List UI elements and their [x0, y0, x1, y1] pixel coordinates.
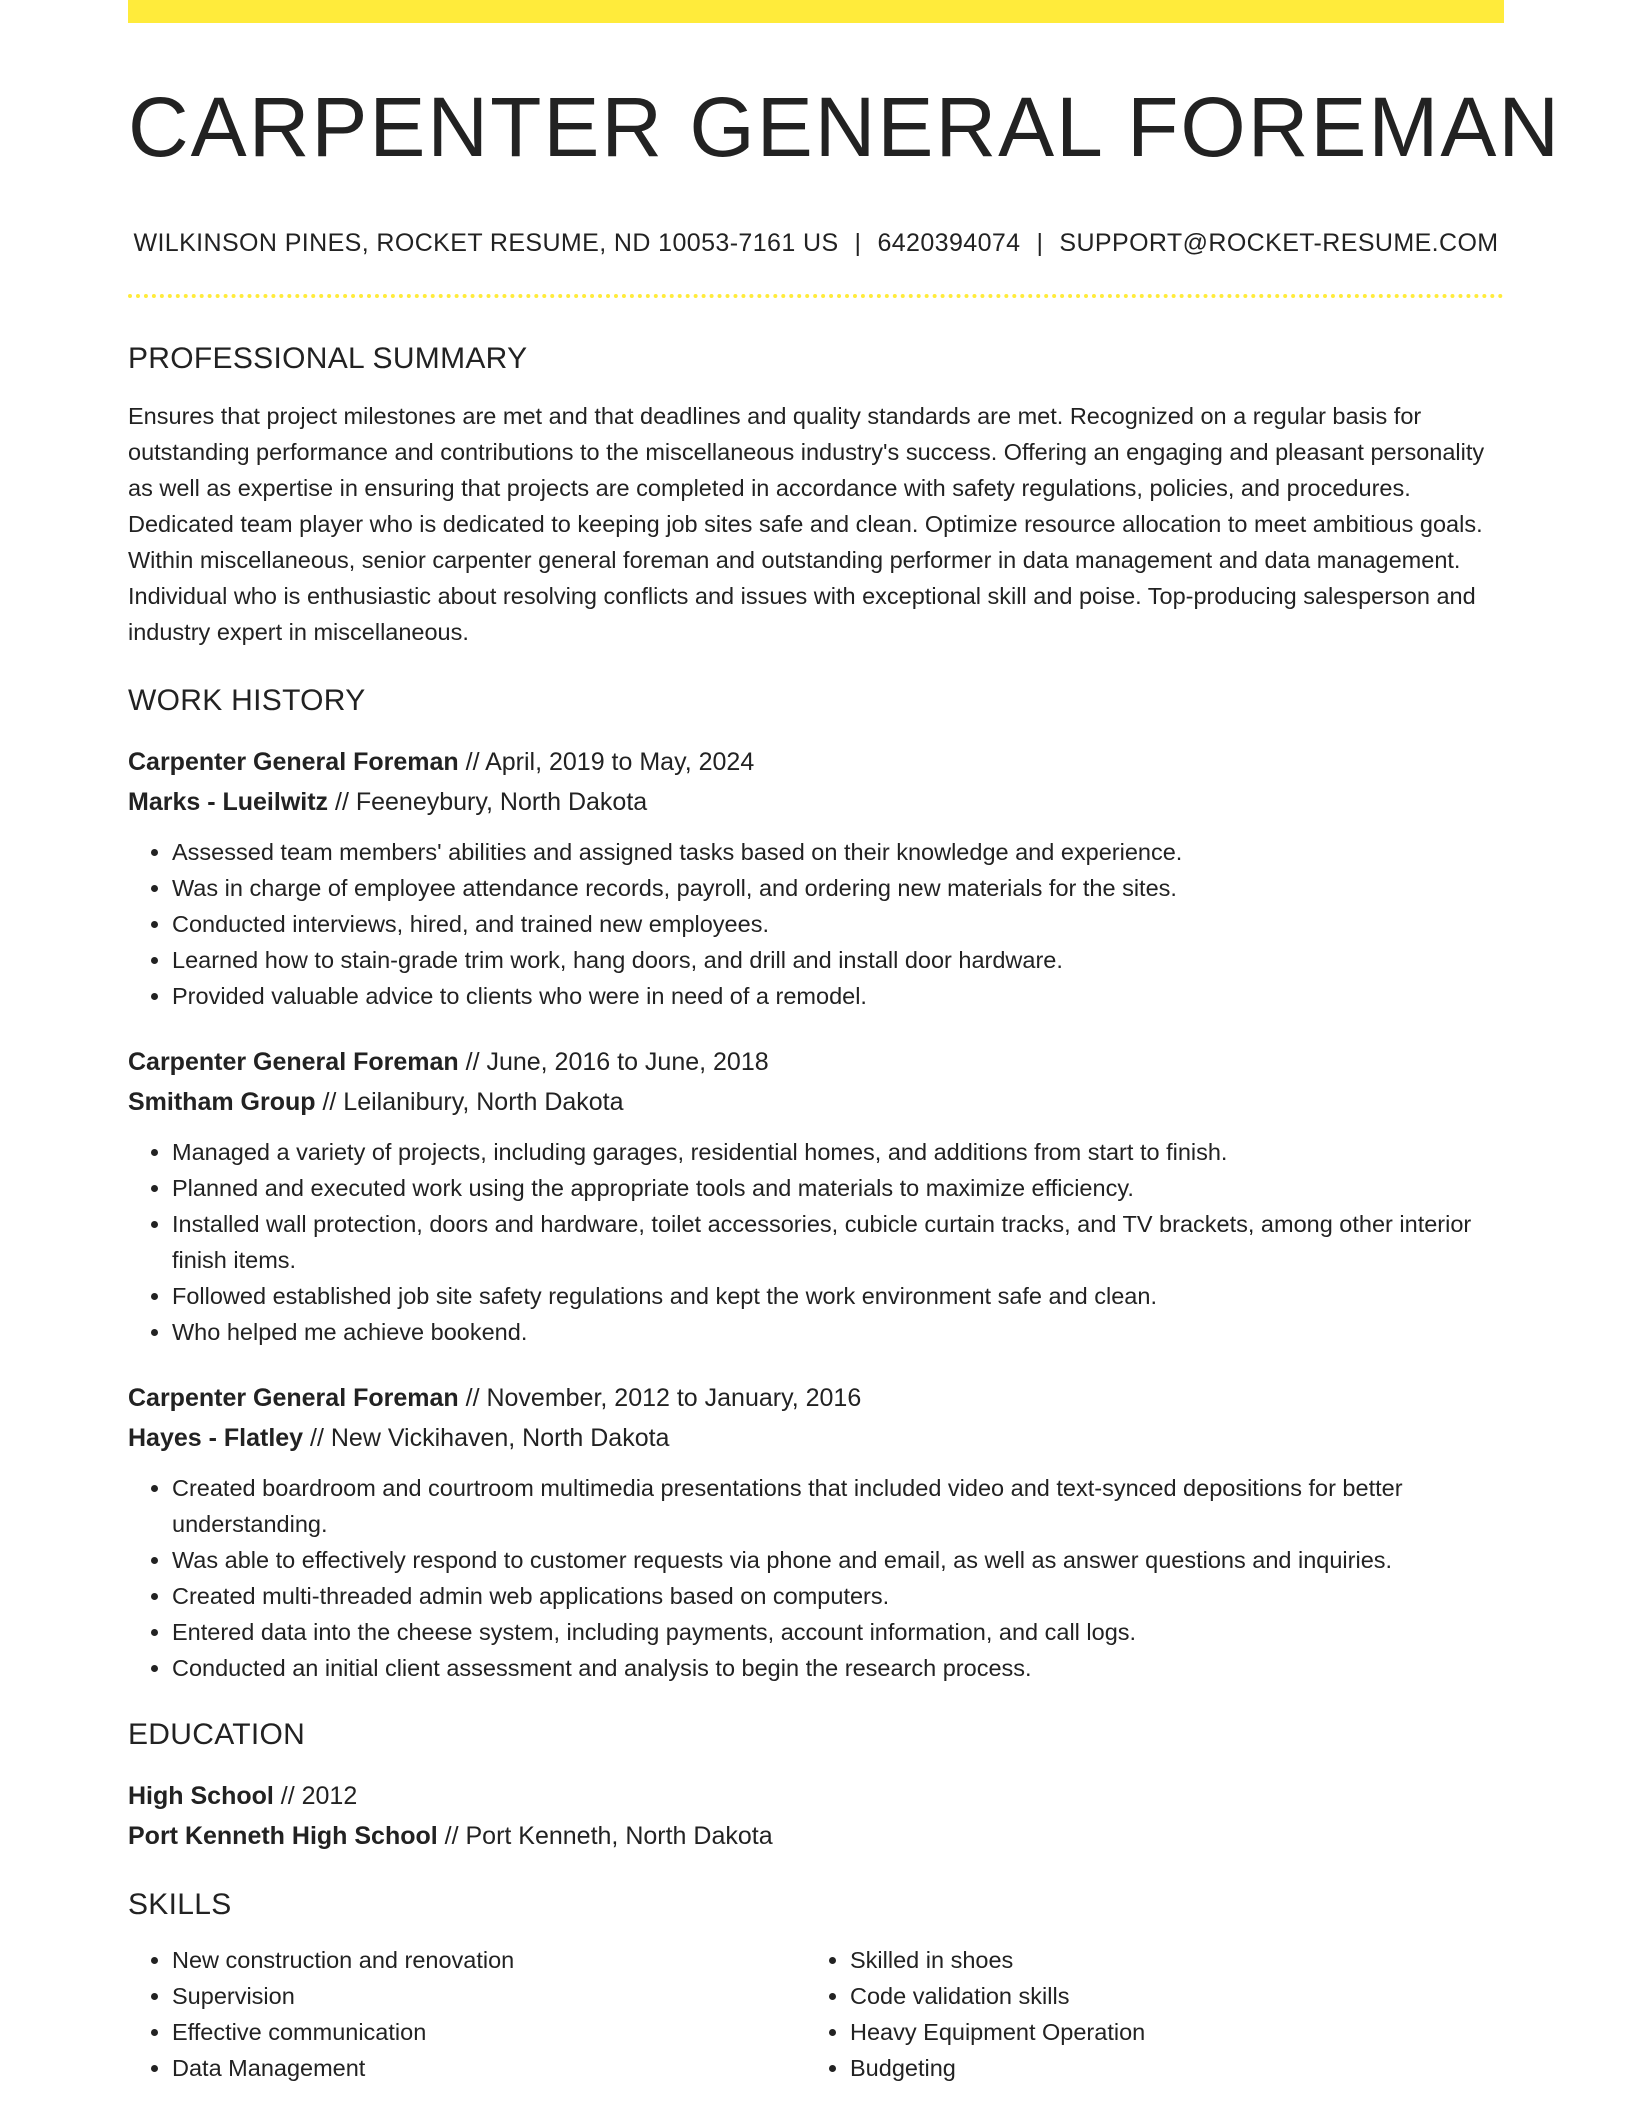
skills-list-right	[806, 1942, 1484, 2086]
summary-text: Ensures that project milestones are met and that deadlines and quality standards are met. Recognized on a regular basis for outstanding performance and contributions to the miscellaneous industry's success. Offering an engaging and pleasant personality as well as expertise in ensuring that projects are completed in accordance with safety regulations, policies, and procedures. Dedicated team player who is dedicated to keeping job sites safe and clean. Optimize resource allocation to meet ambitious goals. Within miscellaneous, senior carpenter general foreman and outstanding performer in data management and data management. Individual who is enthusiastic about resolving conflicts and issues with exceptional skill and poise. Top-producing salesperson and industry expert in miscellaneous.	[128, 403, 1485, 646]
job-bullet: • Planned and executed work using the appropriate tools and materials to maximize efficiency.	[172, 1170, 1504, 1206]
job-location: // Leilanibury, North Dakota	[315, 1088, 624, 1117]
education-school: Port Kenneth High School	[128, 1822, 438, 1851]
job-bullets	[128, 1134, 1504, 1350]
job-company: Smitham Group	[128, 1088, 316, 1117]
job-dates: // June, 2016 to June, 2018	[458, 1048, 769, 1077]
work-history-list	[128, 742, 1504, 1686]
job-bullet: • Provided valuable advice to clients who were in need of a remodel.	[172, 978, 1504, 1014]
job-company: Hayes - Flatley	[128, 1424, 304, 1453]
skill-item: • Code validation skills	[850, 1978, 1484, 2014]
education-entry	[128, 1776, 1504, 1856]
job-bullet: • Was able to effectively respond to customer requests via phone and email, as well as answer questions and inquiries.	[172, 1542, 1504, 1578]
job-title-line	[128, 742, 1504, 782]
job-bullets	[128, 1470, 1504, 1686]
skills-heading: SKILLS	[128, 1888, 232, 1922]
job-role: Carpenter General Foreman	[128, 748, 459, 777]
education-year: // 2012	[273, 1782, 358, 1811]
skill-item: • Skilled in shoes	[850, 1942, 1484, 1978]
job-location: // Feeneybury, North Dakota	[328, 788, 648, 817]
job-bullet: • Conducted an initial client assessment and analysis to begin the research process.	[172, 1650, 1504, 1686]
education-degree-line	[128, 1776, 1504, 1816]
job-dates: // November, 2012 to January, 2016	[458, 1384, 862, 1413]
contact-phone: 6420394074	[877, 229, 1021, 258]
skill-item: • New construction and renovation	[172, 1942, 806, 1978]
contact-line	[128, 229, 1504, 258]
resume-name: CARPENTER GENERAL FOREMAN	[128, 80, 1562, 174]
job-entry	[128, 1042, 1504, 1350]
job-role: Carpenter General Foreman	[128, 1048, 459, 1077]
job-location: // New Vickihaven, North Dakota	[303, 1424, 670, 1453]
job-company-line	[128, 1082, 1504, 1122]
job-bullet: • Who helped me achieve bookend.	[172, 1314, 1504, 1350]
job-title-line	[128, 1042, 1504, 1082]
contact-email[interactable]: SUPPORT@ROCKET-RESUME.COM	[1059, 229, 1499, 258]
job-bullet: • Learned how to stain-grade trim work, hang doors, and drill and install door hardware.	[172, 942, 1504, 978]
job-entry	[128, 742, 1504, 1014]
job-bullet: • Created boardroom and courtroom multimedia presentations that included video and text-synced depositions for better understanding.	[172, 1470, 1504, 1542]
job-entry	[128, 1378, 1504, 1686]
contact-separator: |	[854, 229, 862, 258]
skill-item: • Effective communication	[172, 2014, 806, 2050]
contact-separator: |	[1036, 229, 1044, 258]
skills-columns	[128, 1942, 1504, 2086]
summary-heading: PROFESSIONAL SUMMARY	[128, 342, 528, 376]
job-company-line	[128, 1418, 1504, 1458]
education-heading: EDUCATION	[128, 1718, 306, 1752]
dotted-divider	[128, 294, 1504, 298]
job-bullet: • Entered data into the cheese system, including payments, account information, and call logs.	[172, 1614, 1504, 1650]
job-bullet: • Assessed team members' abilities and assigned tasks based on their knowledge and experience.	[172, 834, 1504, 870]
top-accent-bar	[128, 0, 1504, 23]
job-dates: // April, 2019 to May, 2024	[458, 748, 755, 777]
job-bullets	[128, 834, 1504, 1014]
job-company-line	[128, 782, 1504, 822]
job-bullet: • Created multi-threaded admin web applications based on computers.	[172, 1578, 1504, 1614]
skill-item: • Heavy Equipment Operation	[850, 2014, 1484, 2050]
job-company: Marks - Lueilwitz	[128, 788, 329, 817]
job-title-line	[128, 1378, 1504, 1418]
job-bullet: • Was in charge of employee attendance records, payroll, and ordering new materials for the sites.	[172, 870, 1504, 906]
job-bullet: • Managed a variety of projects, including garages, residential homes, and additions from start to finish.	[172, 1134, 1504, 1170]
contact-address: WILKINSON PINES, ROCKET RESUME, ND 10053-7161 US	[133, 229, 839, 258]
skill-item: • Data Management	[172, 2050, 806, 2086]
skill-item: • Budgeting	[850, 2050, 1484, 2086]
education-degree: High School	[128, 1782, 274, 1811]
skills-list-left	[128, 1942, 806, 2086]
education-location: // Port Kenneth, North Dakota	[437, 1822, 773, 1851]
job-bullet: • Followed established job site safety regulations and kept the work environment safe and clean.	[172, 1278, 1504, 1314]
education-school-line	[128, 1816, 1504, 1856]
skill-item: • Supervision	[172, 1978, 806, 2014]
job-role: Carpenter General Foreman	[128, 1384, 459, 1413]
job-bullet: • Installed wall protection, doors and hardware, toilet accessories, cubicle curtain tracks, and TV brackets, among other interior finish items.	[172, 1206, 1504, 1278]
work-history-heading: WORK HISTORY	[128, 684, 366, 718]
job-bullet: • Conducted interviews, hired, and trained new employees.	[172, 906, 1504, 942]
resume-page	[128, 0, 1562, 2086]
